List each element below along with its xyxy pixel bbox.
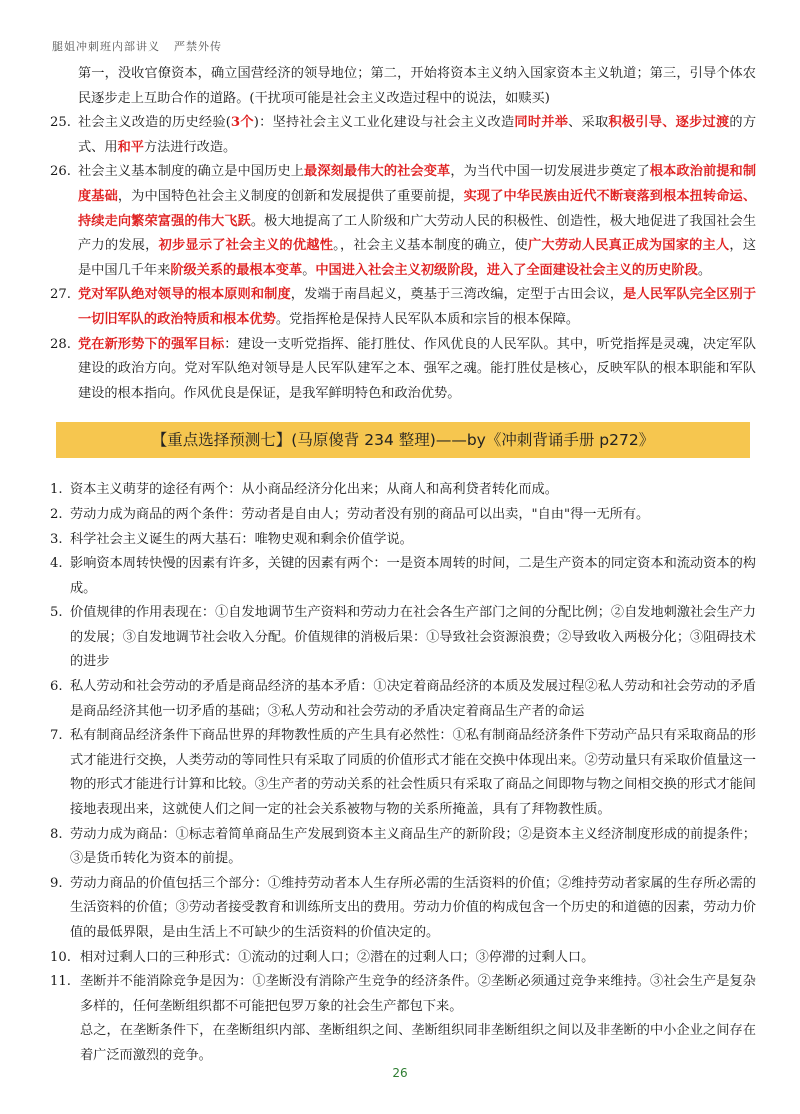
list-item: [50, 601, 756, 675]
section-banner: [56, 422, 750, 458]
item-number: 9.: [50, 875, 63, 891]
highlight-text: 3个: [230, 115, 254, 131]
highlight-text: 最深刻最伟大的社会变革: [304, 164, 451, 180]
highlight-text: 广大劳动人民真正成为国家的主人: [527, 238, 730, 254]
item-number: 10.: [50, 949, 71, 965]
item-text: 资本主义萌芽的途径有两个：从小商品经济分化出来；从商人和高利贷者转化而成。: [70, 482, 558, 498]
item-number: 11.: [50, 974, 71, 990]
body-text: 的方式、用: [78, 115, 757, 155]
item-number: 4.: [50, 556, 63, 572]
item-number: 6.: [50, 679, 63, 695]
item-text: 劳动力成为商品：①标志着简单商品生产发展到资本主义商品生产的新阶段；②是资本主义经济制度形成的前提条件；③是货币转化为资本的前提。: [70, 826, 756, 867]
item-text: 劳动力成为商品的两个条件：劳动者是自由人；劳动者没有别的商品可以出卖，"自由"得一无所有。: [70, 506, 650, 522]
item-text: 影响资本周转快慢的因素有许多，关键的因素有两个：一是资本周转的时间，二是生产资本的同定资本和流动资本的构成。: [70, 556, 756, 596]
highlight-text: 和平: [117, 139, 144, 155]
item-text: 劳动力商品的价值包括三个部分：①维持劳动者本人生存所必需的生活资料的价值；②维持劳动者家属的生存所必需的生活资料的价值；③劳动者接受教育和训练所支出的费用。劳动力价值的构成包含一个历史的和道德的因素，劳动力价值的最低界限，是由生活上不可缺少的生活资料的价值决定的。: [70, 875, 756, 940]
body-text: 社会主义改造的历史经验(: [78, 115, 231, 131]
list-item: [50, 823, 756, 872]
item-text: [78, 111, 756, 160]
item-number: 26.: [50, 164, 71, 180]
summary-paragraph: 总之，在垄断条件下，在垄断组织内部、垄断组织之间、垄断组织同非垄断组织之间以及非垄断的中小企业之间存在着广泛而激烈的竞争。: [80, 1023, 756, 1063]
body-text: ，为当代中国一切发展进步奠定了: [450, 164, 650, 180]
body-text: ，为中国特色社会主义制度的创新和发展提供了重要前提，: [117, 188, 464, 204]
list-item: [50, 503, 756, 528]
item-number: 3.: [50, 531, 63, 547]
item-number: 27.: [50, 287, 71, 303]
body-text: 。，社会主义基本制度的确立，使: [333, 238, 528, 254]
highlight-text: 实现了中华民族由近代不断衰落到根本扭转命运、持续走向繁荣富强的伟大飞跃: [78, 188, 757, 229]
highlight-text: 阶级关系的最根本变革: [170, 262, 303, 278]
list-item: [50, 552, 756, 601]
item-number: 28.: [50, 336, 71, 352]
item-number: 1.: [50, 482, 63, 498]
list-item: [50, 970, 756, 1019]
page-number: 26: [392, 1066, 408, 1080]
highlight-text: 积极引导、逐步过渡: [608, 115, 730, 131]
item-text: 私有制商品经济条件下商品世界的拜物教性质的产生具有必然性：①私有制商品经济条件下劳动产品只有采取商品的形式才能进行交换，人类劳动的等同性只有采取了同质的价值形式才能在交换中体现出来。②劳动量只有采取价值量这一物的形式才能进行计算和比较。③生产者的劳动关系的社会性质只有采取了商品之间即物与物之间相交换的形式才能间接地表现出来，这就使人们之间一定的社会关系被物与物的关系所掩盖，具有了拜物教性质。: [70, 728, 756, 818]
item-text: [78, 160, 756, 283]
item-number: 8.: [50, 826, 63, 842]
list-item: [50, 946, 756, 971]
highlight-text: 同时并举: [514, 115, 569, 131]
body-text: 。: [302, 262, 316, 278]
item-number: 7.: [50, 728, 63, 744]
item-text: 价值规律的作用表现在：①自发地调节生产资料和劳动力在社会各生产部门之间的分配比例；②自发地刺激社会生产力的发展；③自发地调节社会收入分配。价值规律的消极后果：①导致社会资源浪费；②导致收入两极分化；③阻碍技术的进步: [70, 605, 756, 670]
document-body: [50, 62, 756, 1069]
item-number: 25.: [50, 115, 71, 131]
list-item: [50, 528, 756, 553]
highlight-text: 党对军队绝对领导的根本原则和制度: [78, 287, 291, 303]
page-header: [52, 38, 222, 54]
highlight-text: 根本政治前提和制度基础: [78, 164, 757, 204]
body-text: 。党指挥枪是保持人民军队本质和宗旨的根本保障。: [275, 311, 580, 327]
highlight-text: 中国进入社会主义初级阶段，进入了全面建设社会主义的历史阶段: [315, 262, 698, 278]
highlight-text: 初步显示了社会主义的优越性: [158, 238, 334, 254]
highlight-text: 是人民军队完全区别于一切旧军队的政治特质和根本优势: [78, 287, 757, 327]
item-text: 垄断并不能消除竞争是因为：①垄断没有消除产生竞争的经济条件。②垄断必须通过竞争来维持。③社会生产是复杂多样的，任何垄断组织都不可能把包罗万象的社会生产都包下来。: [80, 974, 756, 1014]
list-item: [50, 675, 756, 724]
item-text: 科学社会主义诞生的两大基石：唯物史观和剩余价值学说。: [70, 531, 413, 547]
body-text: ，发端于南昌起义，奠基于三湾改编，定型于古田会议，: [290, 287, 624, 303]
intro-paragraph: 第一，没收官僚资本，确立国营经济的领导地位；第二，开始将资本主义纳入国家资本主义轨道；第三，引导个体农民逐步走上互助合作的道路。(干扰项可能是社会主义改造过程中的说法，如赎买): [78, 66, 756, 106]
list-item: [50, 283, 756, 332]
body-text: )：坚持社会主义工业化建设与社会主义改造: [253, 115, 515, 131]
item-number: 5.: [50, 605, 63, 621]
body-text: 方法进行改造。: [143, 139, 237, 155]
list-item: [50, 160, 756, 283]
highlight-text: 党在新形势下的强军目标: [78, 336, 225, 352]
body-text: 。极大地提高了工人阶级和广大劳动人民的积极性、创造性，极大地促进了我国社会生产力的发展，: [78, 213, 757, 254]
list-item: [50, 111, 756, 160]
body-text: ：建设一支听党指挥、能打胜仗、作风优良的人民军队。其中，听党指挥是灵魂，决定军队建设的政治方向。党对军队绝对领导是人民军队建军之本、强军之魂。能打胜仗是核心，反映军队的根本职能和军队建设的根本指向。作风优良是保证，是我军鲜明特色和政治优势。: [78, 336, 757, 401]
list-item: [50, 724, 756, 822]
key-points-list-part2: [50, 478, 756, 1019]
section-title: 【重点选择预测七】(马原傻背 234 整理)——by《冲刺背诵手册 p272》: [151, 431, 655, 450]
item-number: 2.: [50, 506, 63, 522]
item-text: [78, 283, 756, 332]
header-left-text: 腿姐冲刺班内部讲义: [52, 40, 160, 53]
body-text: 、采取: [568, 115, 609, 131]
list-item: [50, 333, 756, 407]
body-text: 。: [697, 262, 711, 278]
item-text: 相对过剩人口的三种形式：①流动的过剩人口；②潜在的过剩人口；③停滞的过剩人口。: [80, 949, 595, 965]
item-text: [78, 333, 756, 407]
list-item: [50, 872, 756, 946]
item-text: 私人劳动和社会劳动的矛盾是商品经济的基本矛盾：①决定着商品经济的本质及发展过程②私人劳动和社会劳动的矛盾是商品经济其他一切矛盾的基础；③私人劳动和社会劳动的矛盾决定着商品生产者的命运: [70, 679, 756, 719]
list-item: [50, 478, 756, 503]
header-right-text: 严禁外传: [174, 40, 222, 53]
body-text: 社会主义基本制度的确立是中国历史上: [78, 164, 305, 180]
key-points-list-part1: [50, 111, 756, 406]
body-text: ，这是中国几千年来: [78, 238, 757, 278]
